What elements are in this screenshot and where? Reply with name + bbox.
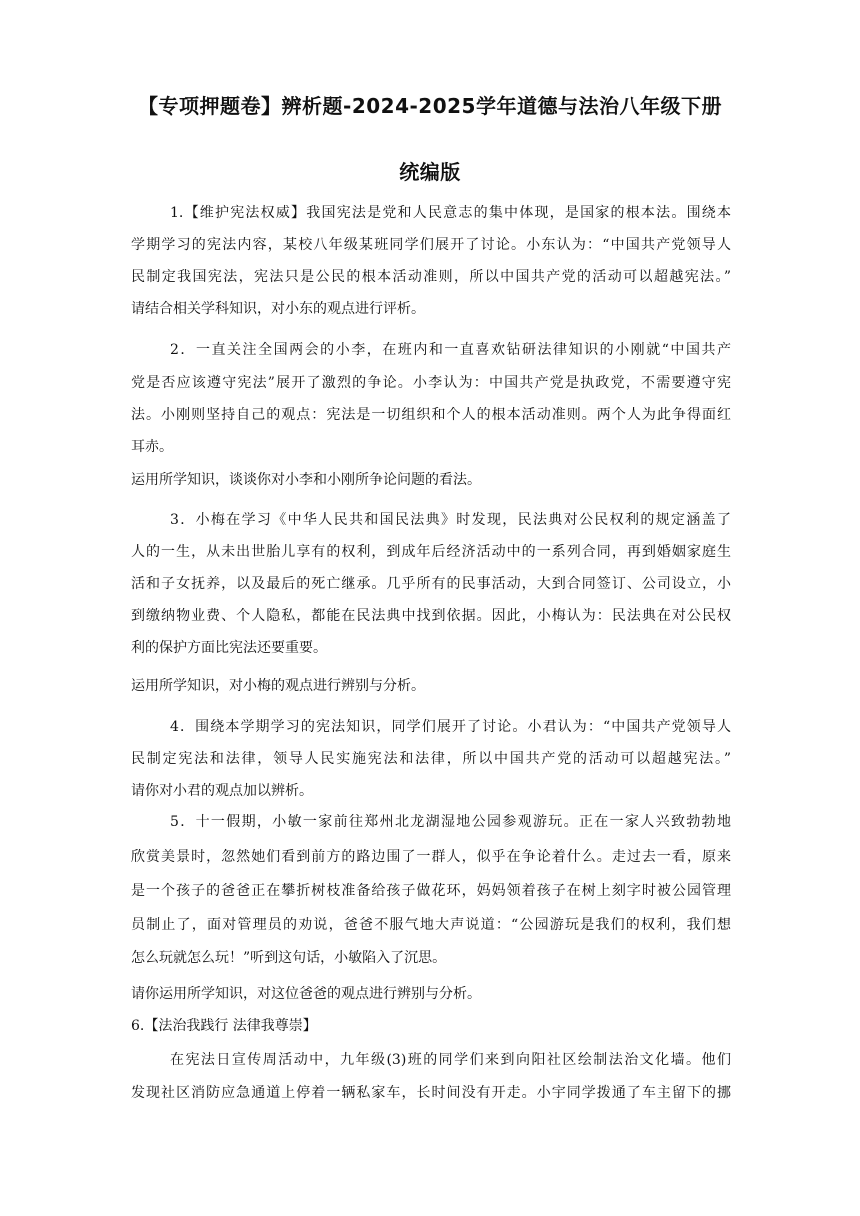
question-6-heading: 6.【法治我践行 法律我尊崇】 [131,1018,317,1034]
question-3-line: 到缴纳物业费、个人隐私，都能在民法典中找到依据。因此，小梅认为：民法典在对公民权 [131,608,731,624]
question-5-line: 5．十一假期，小敏一家前往郑州北龙湖湿地公园参观游玩。正在一家人兴致勃勃地 [170,814,731,830]
question-3-line: 活和子女抚养，以及最后的死亡继承。几乎所有的民事活动，大到合同签订、公司设立，小 [131,576,731,592]
question-4-line: 4．围绕本学期学习的宪法知识，同学们展开了讨论。小君认为：“中国共产党领导人 [170,719,731,735]
question-3-line: 人的一生，从未出世胎儿享有的权利，到成年后经济活动中的一系列合同，再到婚姻家庭生 [131,544,731,560]
question-2-line: 耳赤。 [131,439,173,455]
question-6-line: 发现社区消防应急通道上停着一辆私家车，长时间没有开走。小宇同学拨通了车主留下的挪 [131,1085,731,1101]
question-5-line: 欣赏美景时，忽然她们看到前方的路边围了一群人，似乎在争论着什么。走过去一看，原来 [131,849,731,865]
document-title-line2: 统编版 [399,160,461,184]
document-title-line1: 【专项押题卷】辨析题-2024-2025学年道德与法治八年级下册 [138,94,722,118]
question-6-line: 在宪法日宣传周活动中，九年级(3)班的同学们来到向阳社区绘制法治文化墙。他们 [170,1052,731,1068]
question-5-line: 是一个孩子的爸爸正在攀折树枝准备给孩子做花环，妈妈领着孩子在树上刻字时被公园管理 [131,883,731,899]
question-1-line: 学期学习的宪法内容，某校八年级某班同学们展开了讨论。小东认为：“中国共产党领导人 [131,237,731,253]
question-5-task: 请你运用所学知识，对这位爸爸的观点进行辨别与分析。 [131,986,481,1002]
question-3-line: 3．小梅在学习《中华人民共和国民法典》时发现，民法典对公民权利的规定涵盖了 [170,512,731,528]
question-2-task: 运用所学知识，谈谈你对小李和小刚所争论问题的看法。 [131,472,481,488]
question-4-line: 请你对小君的观点加以辨析。 [131,783,313,799]
question-5-line: 员制止了，面对管理员的劝说，爸爸不服气地大声说道：“公园游玩是我们的权利，我们想 [131,917,731,933]
question-3-line: 利的保护方面比宪法还要重要。 [131,640,327,656]
question-3-task: 运用所学知识，对小梅的观点进行辨别与分析。 [131,678,425,694]
question-4-line: 民制定宪法和法律，领导人民实施宪法和法律，所以中国共产党的活动可以超越宪法。” [131,751,731,767]
question-5-line: 怎么玩就怎么玩！”听到这句话，小敏陷入了沉思。 [131,950,447,966]
question-2-line: 法。小刚则坚持自己的观点：宪法是一切组织和个人的根本活动准则。两个人为此争得面红 [131,407,731,423]
question-2-line: 2．一直关注全国两会的小李，在班内和一直喜欢钻研法律知识的小刚就“中国共产 [170,342,731,358]
question-1-line: 请结合相关学科知识，对小东的观点进行评析。 [131,301,425,317]
question-1-line: 民制定我国宪法，宪法只是公民的根本活动准则，所以中国共产党的活动可以超越宪法。” [131,269,731,285]
question-1-line: 1.【维护宪法权威】我国宪法是党和人民意志的集中体现，是国家的根本法。围绕本 [170,205,731,221]
question-2-line: 党是否应该遵守宪法”展开了激烈的争论。小李认为：中国共产党是执政党，不需要遵守宪 [131,375,731,391]
